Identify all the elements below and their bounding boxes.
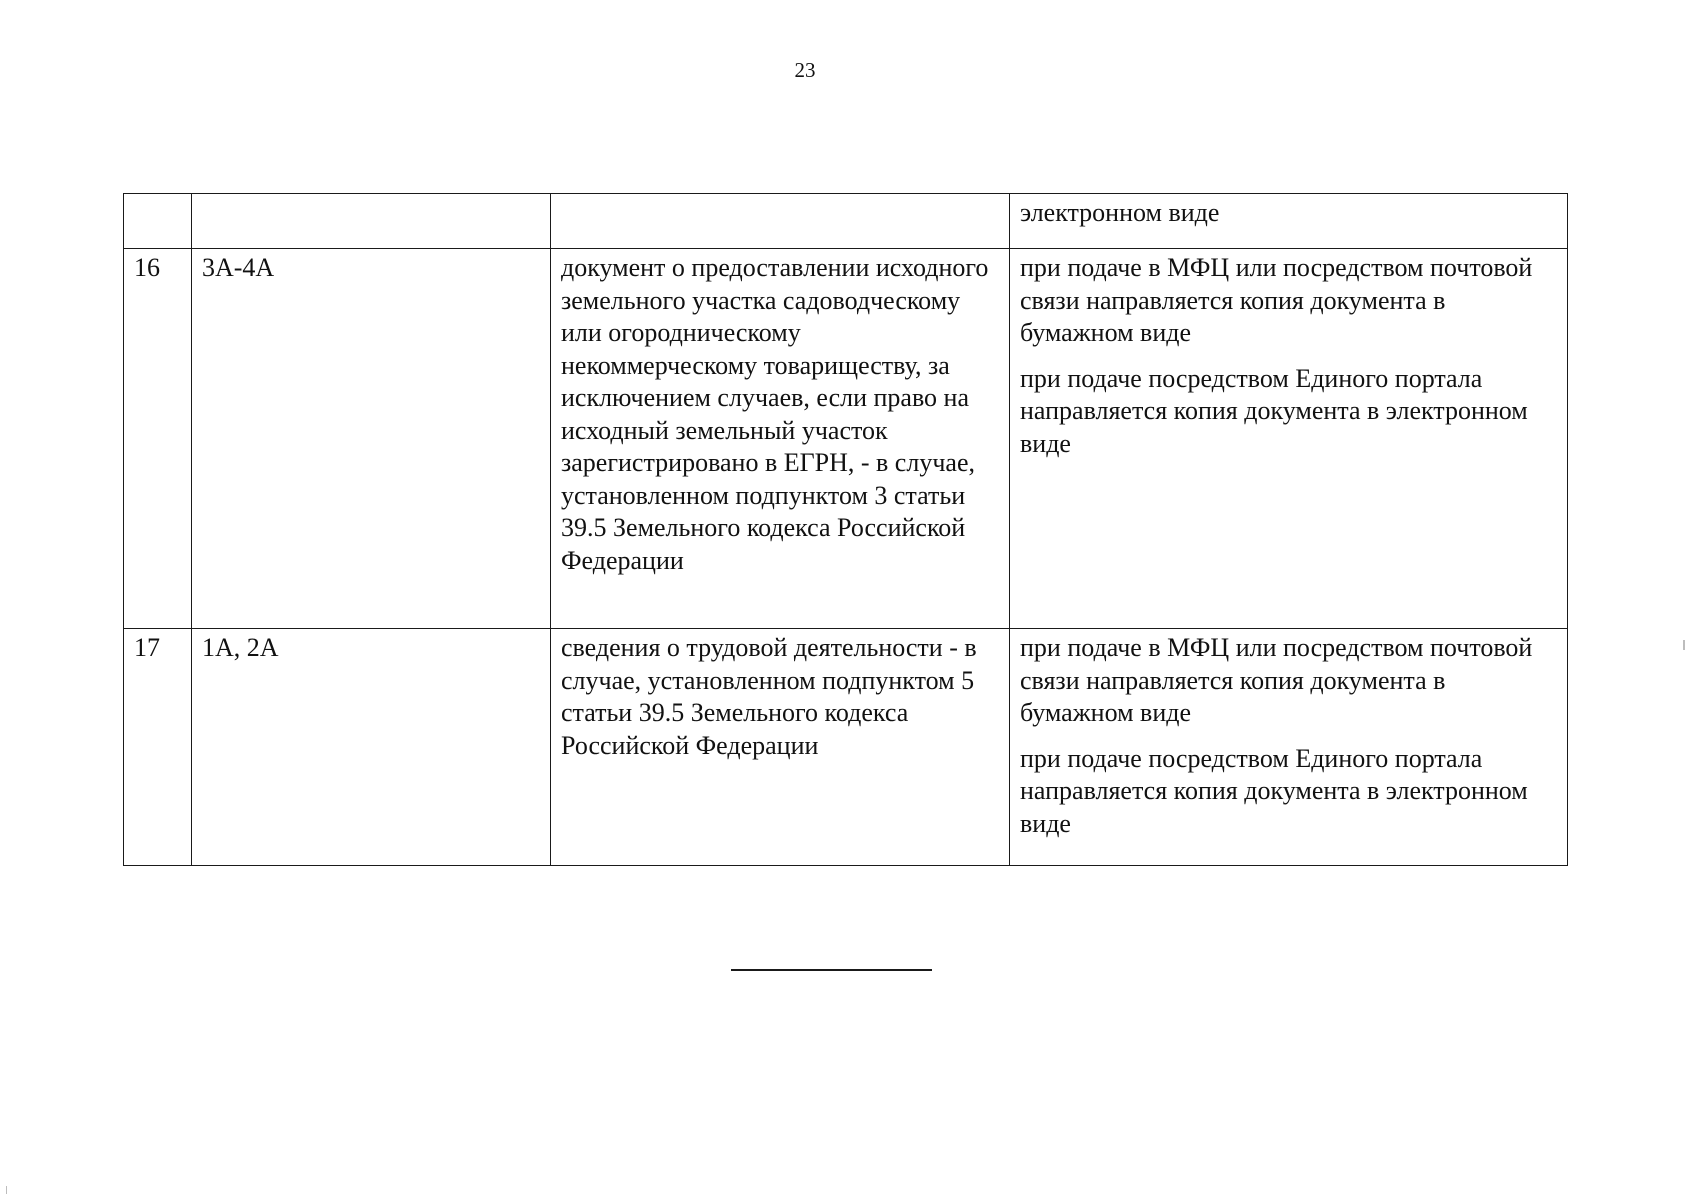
row-number-cell: 16: [124, 249, 192, 629]
document-cell: [551, 194, 1010, 249]
table-row-continuation: [124, 194, 1568, 249]
table-row: [124, 249, 1568, 629]
page-number: 23: [794, 58, 816, 82]
documents-table: [123, 193, 1568, 866]
method-portal-text: при подаче посредством Единого портала направляется копия документа в электронном виде: [1020, 363, 1528, 458]
method-portal-text: при подаче посредством Единого портала направляется копия документа в электронном виде: [1020, 743, 1528, 838]
table-row: [124, 629, 1568, 866]
code-cell: [192, 194, 551, 249]
method-cell: [1010, 194, 1568, 249]
method-cell: [1010, 629, 1568, 866]
method-cell: [1010, 249, 1568, 629]
method-paper-text: при подаче в МФЦ или посредством почтовой связи направляется копия документа в бумажном виде: [1020, 253, 1533, 347]
document-cell: документ о предоставлении исходного земельного участка садоводческому или огородническому некоммерческому товариществу, за исключением случаев, если право на исходный земельный участок зарегистрировано в ЕГРН, - в случае, установленном подпунктом 3 статьи 39.5 Земельного кодекса Российской Федерации: [551, 249, 1010, 629]
document-cell: сведения о трудовой деятельности - в случае, установленном подпунктом 5 статьи 39.5 Земельного кодекса Российской Федерации: [551, 629, 1010, 866]
method-paper-text: при подаче в МФЦ или посредством почтовой связи направляется копия документа в бумажном виде: [1020, 633, 1533, 727]
code-cell: 1А, 2А: [192, 629, 551, 866]
scan-artifact: [6, 1186, 7, 1194]
end-of-document-rule: [731, 969, 932, 971]
code-cell: 3А-4А: [192, 249, 551, 629]
scan-artifact: [1683, 640, 1685, 650]
method-text: электронном виде: [1020, 198, 1220, 227]
row-number-cell: 17: [124, 629, 192, 866]
row-number-cell: [124, 194, 192, 249]
